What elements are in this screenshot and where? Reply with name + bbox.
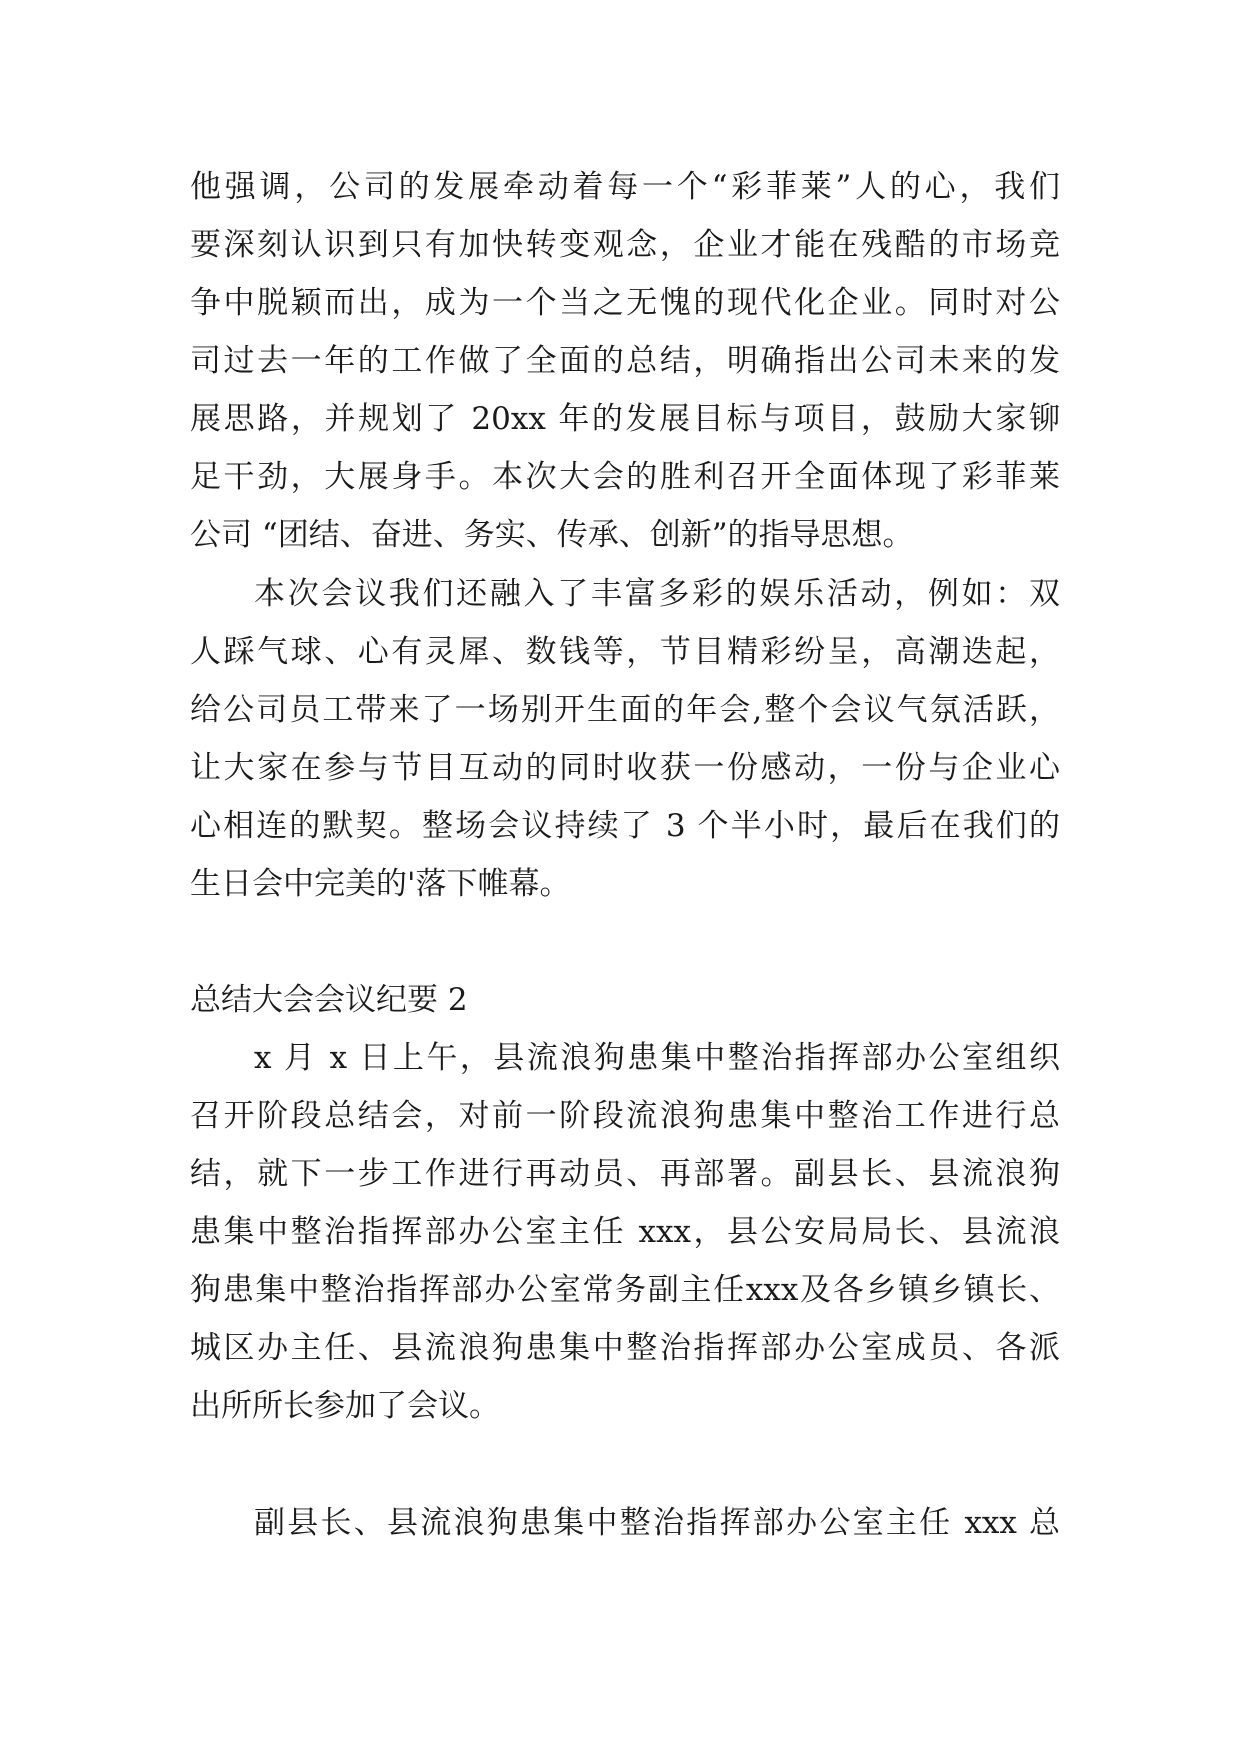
text-line: 召开阶段总结会，对前一阶段流浪狗患集中整治工作进行总 [190, 1098, 1060, 1134]
paragraph-entertainment [190, 565, 1060, 913]
text-line: 司过去一年的工作做了全面的总结，明确指出公司未来的发 [190, 343, 1060, 379]
text-line: 副县长、县流浪狗患集中整治指挥部办公室主任 xxx 总 [254, 1505, 1060, 1541]
text-line: 争中脱颖而出，成为一个当之无愧的现代化企业。同时对公 [190, 285, 1060, 321]
text-line: 足干劲，大展身手。本次大会的胜利召开全面体现了彩菲莱 [190, 459, 1060, 495]
text-line: 人踩气球、心有灵犀、数钱等，节目精彩纷呈，高潮迭起， [190, 634, 1060, 670]
text-line: 结，就下一步工作进行再动员、再部署。副县长、县流浪狗 [190, 1156, 1060, 1192]
text-line: 城区办主任、县流浪狗患集中整治指挥部办公室成员、各派 [190, 1330, 1060, 1366]
text-line: 他强调，公司的发展牵动着每一个“彩菲莱”人的心，我们 [190, 169, 1060, 205]
text-line: 公司 “团结、奋进、务实、传承、创新”的指导思想。 [190, 517, 914, 553]
text-line: 患集中整治指挥部办公室主任 xxx，县公安局局长、县流浪 [190, 1214, 1060, 1250]
text-line: 让大家在参与节目互动的同时收获一份感动，一份与企业心 [190, 750, 1060, 786]
text-line: x 月 x 日上午，县流浪狗患集中整治指挥部办公室组织 [254, 1040, 1060, 1076]
section-heading-text: 总结大会会议纪要 2 [190, 982, 468, 1018]
text-line: 本次会议我们还融入了丰富多彩的娱乐活动，例如：双 [254, 576, 1060, 612]
text-line: 要深刻认识到只有加快转变观念，企业才能在残酷的市场竞 [190, 227, 1060, 263]
text-line: 狗患集中整治指挥部办公室常务副主任xxx及各乡镇乡镇长、 [190, 1272, 1060, 1308]
paragraph-company-development [190, 158, 1060, 564]
text-line: 出所所长参加了会议。 [190, 1388, 500, 1424]
paragraph-deputy-summary [190, 1494, 1060, 1552]
text-line: 给公司员工带来了一场别开生面的年会,整个会议气氛活跃， [190, 692, 1060, 728]
text-line: 生日会中完美的'落下帷幕。 [190, 866, 571, 902]
text-line: 展思路，并规划了 20xx 年的发展目标与项目，鼓励大家铆 [190, 401, 1060, 437]
text-line: 心相连的默契。整场会议持续了 3 个半小时，最后在我们的 [190, 808, 1060, 844]
section-heading [190, 971, 1060, 1029]
paragraph-stray-dog-meeting [190, 1029, 1060, 1435]
